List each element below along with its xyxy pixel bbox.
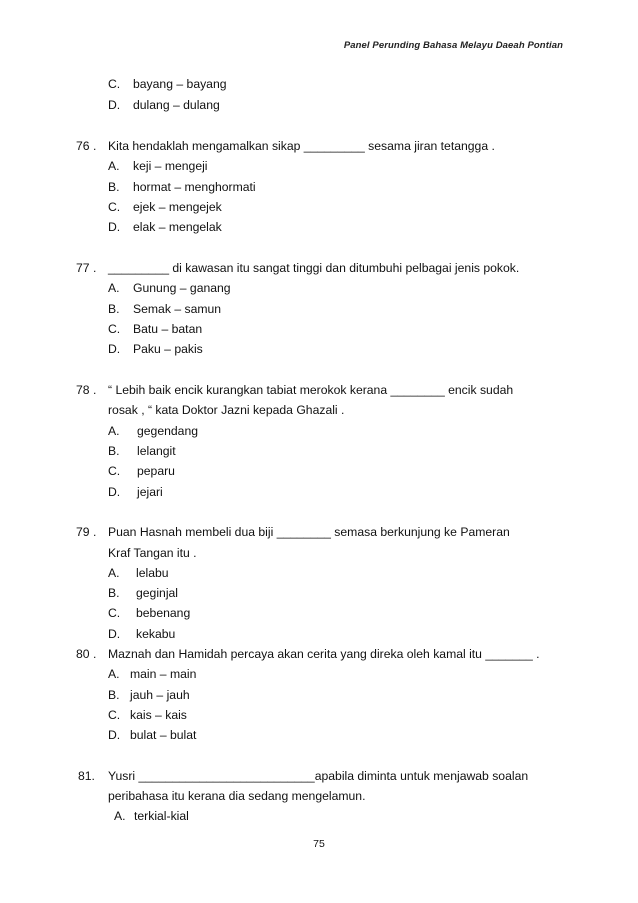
option-letter: C. [108, 322, 121, 336]
option-d [108, 342, 203, 356]
question-number: 77 . [76, 261, 97, 275]
question-number: 79 . [76, 525, 97, 539]
option-d [108, 728, 197, 742]
option-a [108, 667, 197, 681]
option-text: elak – mengelak [133, 220, 222, 234]
option-text: geginjal [136, 586, 179, 600]
option-b [108, 586, 179, 600]
option-text: peparu [137, 464, 175, 478]
option-text: dulang – dulang [133, 98, 220, 112]
option-b [108, 302, 222, 316]
option-b [108, 688, 190, 702]
question-number: 76 . [76, 139, 97, 153]
question-stem: Yusri __________________________apabila diminta untuk menjawab soalan [108, 769, 529, 783]
option-a [108, 281, 231, 295]
option-c [108, 606, 191, 620]
option-letter: B. [108, 180, 120, 194]
option-letter: A. [108, 281, 120, 295]
question-number: 80 . [76, 647, 97, 661]
option-a [114, 809, 189, 823]
option-b [108, 444, 176, 458]
option-letter: B. [108, 302, 120, 316]
option-text: terkial-kial [134, 809, 189, 823]
option-text: keji – mengeji [133, 159, 208, 173]
question-stem-cont: rosak , “ kata Doktor Jazni kepada Ghazali . [108, 403, 345, 417]
option-text: jejari [137, 485, 163, 499]
question-stem-cont: peribahasa itu kerana dia sedang mengelamun. [108, 789, 366, 803]
option-letter: A. [108, 159, 120, 173]
option-letter: D. [108, 728, 121, 742]
option-text: lelangit [137, 444, 176, 458]
page-number: 75 [313, 838, 325, 850]
option-text: Gunung – ganang [133, 281, 231, 295]
option-letter: C. [108, 77, 121, 91]
option-letter: A. [108, 566, 120, 580]
option-letter: C. [108, 464, 121, 478]
option-text: Semak – samun [133, 302, 222, 316]
option-text: jauh – jauh [130, 688, 190, 702]
option-text: bayang – bayang [133, 77, 227, 91]
option-letter: D. [108, 485, 121, 499]
option-letter: A. [108, 667, 120, 681]
option-letter: C. [108, 708, 121, 722]
option-text: bulat – bulat [130, 728, 197, 742]
question-stem: _________ di kawasan itu sangat tinggi dan ditumbuhi pelbagai jenis pokok. [108, 261, 520, 275]
option-text: Paku – pakis [133, 342, 203, 356]
option-letter: A. [108, 424, 120, 438]
option-letter: D. [108, 98, 121, 112]
option-c [108, 464, 175, 478]
option-c [108, 708, 187, 722]
question-stem: Puan Hasnah membeli dua biji ________ semasa berkunjung ke Pameran [108, 525, 510, 539]
option-text: main – main [130, 667, 197, 681]
question-stem: “ Lebih baik encik kurangkan tabiat merokok kerana ________ encik sudah [108, 383, 514, 397]
option-letter: C. [108, 606, 121, 620]
option-letter: A. [114, 809, 126, 823]
option-letter: D. [108, 627, 121, 641]
option-b [108, 180, 256, 194]
option-d [108, 220, 222, 234]
option-c [108, 200, 222, 214]
option-text: bebenang [136, 606, 191, 620]
option-letter: D. [108, 220, 121, 234]
option-letter: C. [108, 200, 121, 214]
question-number: 81. [78, 769, 95, 783]
option-text: ejek – mengejek [133, 200, 222, 214]
option-text: hormat – menghormati [133, 180, 256, 194]
option-letter: B. [108, 444, 120, 458]
option-letter: B. [108, 688, 120, 702]
option-c [108, 322, 203, 336]
option-text: kekabu [136, 627, 176, 641]
option-a [108, 566, 169, 580]
option-text: kais – kais [130, 708, 187, 722]
running-header: Panel Perunding Bahasa Melayu Daeah Pontian [343, 40, 563, 51]
option-text: gegendang [137, 424, 199, 438]
question-stem: Maznah dan Hamidah percaya akan cerita yang direka oleh kamal itu _______ . [108, 647, 540, 661]
option-letter: B. [108, 586, 120, 600]
option-text: lelabu [136, 566, 169, 580]
option-d [108, 627, 176, 641]
question-stem: Kita hendaklah mengamalkan sikap _________ sesama jiran tetangga . [108, 139, 495, 153]
option-letter: D. [108, 342, 121, 356]
option-a [108, 159, 208, 173]
option-d [108, 485, 163, 499]
question-stem-cont: Kraf Tangan itu . [108, 546, 197, 560]
carry-option-c [108, 77, 227, 91]
option-text: Batu – batan [133, 322, 203, 336]
question-number: 78 . [76, 383, 97, 397]
option-a [108, 424, 199, 438]
carry-option-d [108, 98, 220, 112]
